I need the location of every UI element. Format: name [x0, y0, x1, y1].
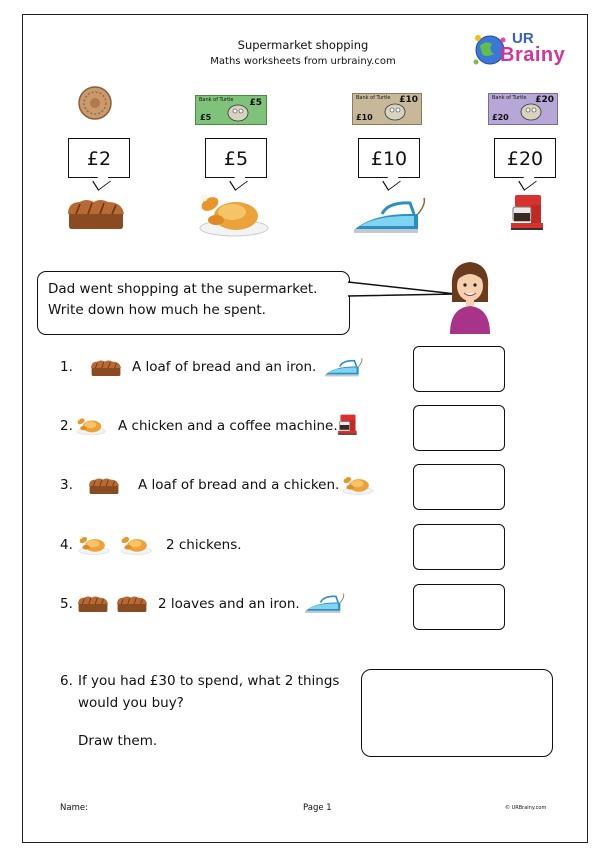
price-iron: £10 [370, 148, 408, 170]
answer-box-4[interactable] [413, 524, 505, 570]
price-tag-iron [358, 138, 420, 178]
question-6-line-2: would you buy? [78, 695, 184, 711]
chicken-icon [78, 532, 112, 558]
instruction-line-1: Dad went shopping at the supermarket. [48, 281, 318, 297]
speech-bubble-tail [348, 280, 458, 300]
bread-icon [77, 594, 109, 614]
ten-pound-note [352, 93, 422, 125]
question-text: 2 loaves and an iron. [158, 596, 300, 612]
answer-box-3[interactable] [413, 464, 505, 510]
answer-box-2[interactable] [413, 405, 505, 451]
question-number: 4. [60, 537, 73, 553]
question-6-line-3: Draw them. [78, 733, 158, 749]
logo-ur-text: UR [512, 30, 534, 47]
question-number: 1. [60, 359, 73, 375]
chicken-icon [76, 414, 108, 438]
five-pound-note [195, 95, 267, 125]
worksheet-subtitle: Maths worksheets from urbrainy.com [210, 56, 396, 67]
question-number: 5. [60, 596, 73, 612]
name-label: Name: [60, 803, 88, 813]
note-value-bottom: £5 [200, 113, 212, 122]
bread-icon [66, 196, 130, 234]
bread-icon [88, 476, 120, 496]
price-bread: £2 [86, 148, 112, 170]
question-number: 3. [60, 477, 73, 493]
note-value-top: £20 [535, 95, 554, 105]
note-bank-name: Bank of Turtle [492, 95, 527, 101]
question-text: A chicken and a coffee machine. [118, 418, 338, 434]
price-tag-coffee-machine [494, 138, 556, 178]
iron-icon [324, 356, 366, 378]
copyright: © URBrainy.com [505, 805, 547, 811]
note-value-top: £10 [399, 95, 418, 105]
turtle-icon [226, 102, 250, 122]
drawing-box[interactable] [361, 669, 553, 757]
note-bank-name: Bank of Turtle [356, 95, 391, 101]
instruction-line-2: Write down how much he spent. [48, 302, 266, 318]
price-coffee-machine: £20 [506, 148, 544, 170]
answer-box-1[interactable] [413, 346, 505, 392]
urbrainy-logo [470, 30, 565, 70]
pound-coin-icon [78, 86, 112, 120]
note-value-bottom: £20 [492, 113, 509, 122]
coffee-machine-icon [509, 182, 547, 244]
price-tag-bread [68, 138, 130, 178]
question-text: A loaf of bread and an iron. [132, 359, 317, 375]
note-bank-name: Bank of Turtle [199, 97, 234, 103]
price-chicken: £5 [223, 148, 249, 170]
chicken-icon [342, 472, 376, 498]
turtle-icon [519, 101, 543, 121]
iron-icon [304, 592, 348, 614]
question-text: A loaf of bread and a chicken. [138, 477, 340, 493]
price-tag-chicken [205, 138, 267, 178]
answer-box-5[interactable] [413, 584, 505, 630]
logo-brainy-text: Brainy [500, 44, 566, 66]
note-value-bottom: £10 [356, 113, 373, 122]
question-number: 2. [60, 418, 73, 434]
question-text: 2 chickens. [166, 537, 242, 553]
bread-icon [116, 594, 148, 614]
question-number: 6. [60, 673, 73, 689]
chicken-icon [198, 190, 274, 240]
turtle-icon [383, 101, 407, 121]
worksheet-title: Supermarket shopping [237, 38, 369, 52]
instruction-speech-bubble [37, 271, 350, 335]
chicken-icon [120, 532, 154, 558]
bread-icon [90, 358, 122, 378]
question-6-line-1: If you had £30 to spend, what 2 things [78, 673, 340, 689]
page-number: Page 1 [303, 803, 332, 813]
twenty-pound-note [488, 93, 558, 125]
girl-avatar [446, 258, 494, 334]
iron-icon [352, 196, 432, 234]
coffee-machine-icon [337, 410, 359, 440]
note-value-top: £5 [249, 98, 262, 108]
